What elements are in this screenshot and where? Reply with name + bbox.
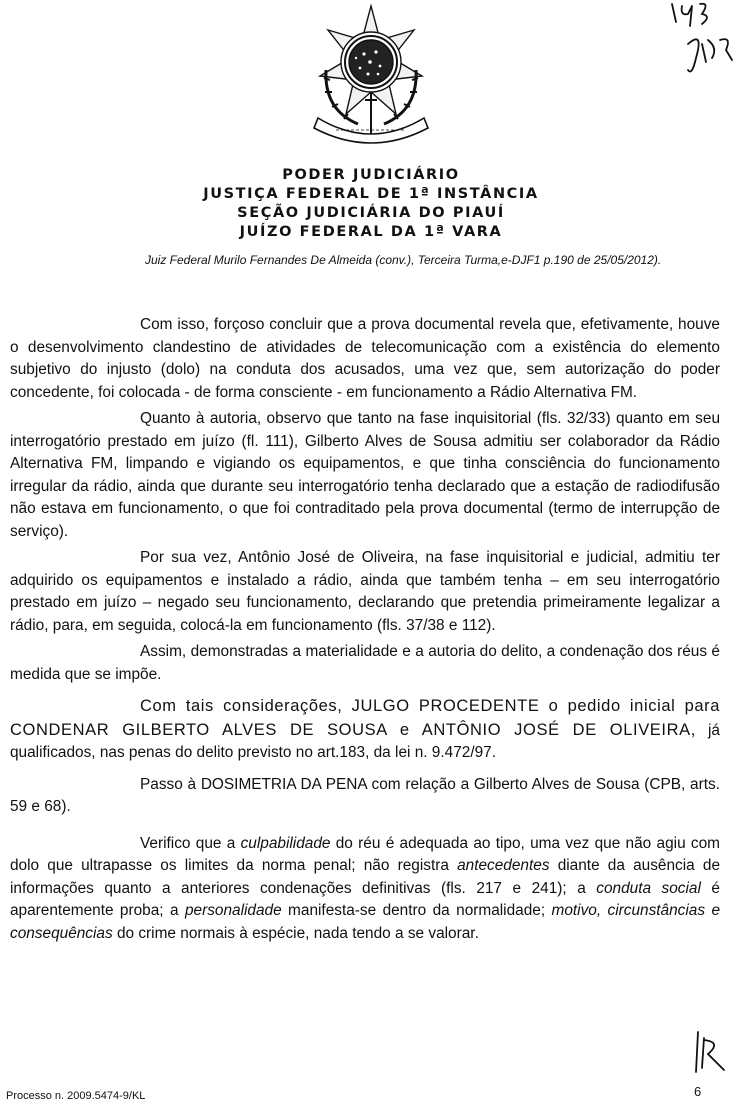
paragraph-5 (10, 695, 720, 765)
paragraph-1: Com isso, forçoso concluir que a prova documental revela que, efetivamente, houve o desenvolvimento clandestino de atividades de telecomunicação com a existência do elemento subjetivo do injusto (dolo) na conduta dos acusados, uma vez que, sem autorização do poder concedente, foi colocada - de forma consciente - em funcionamento a Rádio Alternativa FM. (10, 316, 720, 401)
handwritten-initials-icon (690, 1028, 730, 1078)
header-line-2: JUSTIÇA FEDERAL DE 1ª INSTÂNCIA (203, 186, 539, 202)
p7-text-c: do réu é adequada ao tipo, uma vez que não agiu com dolo que ultrapasse os limites da norma penal; não registra (10, 834, 720, 874)
court-header (0, 166, 742, 242)
p7-text-k: do crime normais à espécie, nada tendo a se valorar. (112, 924, 479, 942)
p7-term-motivo: motivo, circunstâncias e consequências (10, 902, 721, 942)
case-citation: Juiz Federal Murilo Fernandes De Almeida (conv.), Terceira Turma,e-DJF1 p.190 de 25/05/2012). (145, 253, 662, 267)
sentence-decision: Com tais considerações, JULGO PROCEDENTE o pedido inicial para CONDENAR GILBERTO ALVES DE SOUSA e ANTÔNIO JOSÉ DE OLIVEIRA, (10, 697, 720, 739)
sentence-decision-end: já qualificados, nas penas do delito previsto no art.183, da lei n. 9.472/97. (10, 721, 720, 761)
header-line-4: JUÍZO FEDERAL DA 1ª VARA (239, 224, 503, 240)
p7-text-i: manifesta-se dentro da normalidade; (281, 902, 552, 919)
paragraph-3: Por sua vez, Antônio José de Oliveira, na fase inquisitorial e judicial, admitiu ter adquirido os equipamentos e instalado a rádio, ainda que também tenha – em seu interrogatório prestado em juízo – negado seu funcionamento, declarando que pretendia primeiramente legalizar a rádio, para, em seguida, colocá-la em funcionamento (fls. 37/38 e 112). (10, 549, 720, 634)
p7-term-antecedentes: antecedentes (457, 857, 550, 874)
p7-term-conduta-social: conduta social (596, 879, 701, 897)
process-number: Processo n. 2009.5474-9/KL (6, 1090, 146, 1102)
handwritten-page-marks-icon (666, 0, 742, 90)
header-line-1: PODER JUDICIÁRIO (282, 167, 460, 183)
paragraph-6: Passo à DOSIMETRIA DA PENA com relação a Gilberto Alves de Sousa (CPB, arts. 59 e 68). (10, 775, 720, 815)
coat-of-arms-icon (296, 0, 446, 150)
paragraph-2: Quanto à autoria, observo que tanto na fase inquisitorial (fls. 32/33) quanto em seu interrogatório prestado em juízo (fl. 111), Gilberto Alves de Sousa admitiu ser colaborador da Rádio Alternativa FM, limpando e vigiando os equipamentos, e que tinha consciência do funcionamento irregular da rádio, ainda que durante seu interrogatório tenha declarado que a estação de radiodifusão não estava em funcionamento, o que foi contraditado pela prova documental (termo de interrupção de serviço). (10, 410, 720, 540)
p7-text-g: é aparentemente proba; a (10, 879, 720, 919)
p7-text-e: diante da ausência de informações quanto a anteriores condenações definitivas (fls. 217 e 241); a (10, 857, 720, 897)
header-line-3: SEÇÃO JUDICIÁRIA DO PIAUÍ (237, 205, 505, 221)
p7-text-a: Verifico que a (140, 834, 241, 852)
document-body (10, 314, 720, 945)
p7-term-personalidade: personalidade (184, 902, 282, 919)
paragraph-4: Assim, demonstradas a materialidade e a autoria do delito, a condenação dos réus é medida que se impõe. (10, 643, 720, 683)
page-number: 6 (694, 1084, 702, 1099)
p7-term-culpabilidade: culpabilidade (240, 834, 331, 852)
paragraph-7 (10, 833, 720, 946)
